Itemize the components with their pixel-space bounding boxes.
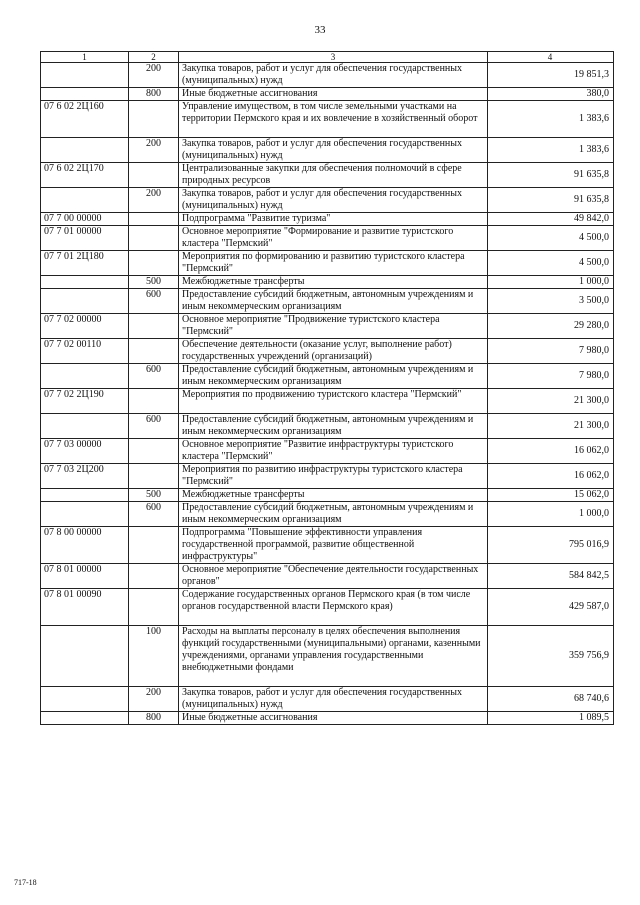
table-row bbox=[41, 188, 614, 213]
table-row bbox=[41, 464, 614, 489]
expense-type-cell bbox=[129, 389, 179, 414]
table-row bbox=[41, 339, 614, 364]
expense-type-cell bbox=[129, 464, 179, 489]
item-name-cell: Расходы на выплаты персоналу в целях обеспечения выполнения функций государственными (муниципальными) органами, казенными учреждениями, органами управления государственными внебюджетными фондами bbox=[179, 626, 488, 687]
amount-cell: 29 280,0 bbox=[488, 314, 614, 339]
item-name-cell: Предоставление субсидий бюджетным, автономным учреждениям и иным некоммерческим организациям bbox=[179, 289, 488, 314]
item-name-cell: Закупка товаров, работ и услуг для обеспечения государственных (муниципальных) нужд bbox=[179, 687, 488, 712]
expense-type-cell: 200 bbox=[129, 138, 179, 163]
expense-type-cell bbox=[129, 339, 179, 364]
item-name-cell: Закупка товаров, работ и услуг для обеспечения государственных (муниципальных) нужд bbox=[179, 63, 488, 88]
code-cell: 07 8 00 00000 bbox=[41, 527, 129, 564]
column-header-4: 4 bbox=[488, 52, 614, 63]
code-cell bbox=[41, 489, 129, 502]
amount-cell: 16 062,0 bbox=[488, 464, 614, 489]
table-row bbox=[41, 276, 614, 289]
table-row bbox=[41, 489, 614, 502]
expense-type-cell: 600 bbox=[129, 364, 179, 389]
amount-cell: 7 980,0 bbox=[488, 339, 614, 364]
expense-type-cell: 500 bbox=[129, 276, 179, 289]
item-name-cell: Основное мероприятие "Развитие инфраструктуры туристского кластера "Пермский" bbox=[179, 439, 488, 464]
item-name-cell: Подпрограмма "Развитие туризма" bbox=[179, 213, 488, 226]
amount-cell: 91 635,8 bbox=[488, 188, 614, 213]
item-name-cell: Подпрограмма "Повышение эффективности управления государственной программой, развитие общественной инфраструктуры" bbox=[179, 527, 488, 564]
code-cell bbox=[41, 712, 129, 725]
amount-cell: 380,0 bbox=[488, 88, 614, 101]
amount-cell: 91 635,8 bbox=[488, 163, 614, 188]
item-name-cell: Управление имуществом, в том числе земельными участками на территории Пермского края и их вовлечение в хозяйственный оборот bbox=[179, 101, 488, 138]
column-header-2: 2 bbox=[129, 52, 179, 63]
document-code: 717-18 bbox=[14, 878, 37, 887]
table-row bbox=[41, 213, 614, 226]
table-row bbox=[41, 101, 614, 138]
item-name-cell: Централизованные закупки для обеспечения полномочий в сфере природных ресурсов bbox=[179, 163, 488, 188]
table-row bbox=[41, 63, 614, 88]
code-cell bbox=[41, 289, 129, 314]
amount-cell: 4 500,0 bbox=[488, 251, 614, 276]
code-cell: 07 6 02 2Ц170 bbox=[41, 163, 129, 188]
expense-type-cell: 600 bbox=[129, 502, 179, 527]
item-name-cell: Мероприятия по формированию и развитию туристского кластера "Пермский" bbox=[179, 251, 488, 276]
code-cell: 07 6 02 2Ц160 bbox=[41, 101, 129, 138]
item-name-cell: Основное мероприятие "Формирование и развитие туристского кластера "Пермский" bbox=[179, 226, 488, 251]
expense-type-cell bbox=[129, 527, 179, 564]
expense-type-cell bbox=[129, 251, 179, 276]
item-name-cell: Межбюджетные трансферты bbox=[179, 276, 488, 289]
expense-type-cell: 200 bbox=[129, 63, 179, 88]
amount-cell: 49 842,0 bbox=[488, 213, 614, 226]
code-cell: 07 7 02 00110 bbox=[41, 339, 129, 364]
expense-type-cell: 500 bbox=[129, 489, 179, 502]
code-cell: 07 7 01 2Ц180 bbox=[41, 251, 129, 276]
amount-cell: 1 383,6 bbox=[488, 138, 614, 163]
code-cell bbox=[41, 88, 129, 101]
amount-cell: 7 980,0 bbox=[488, 364, 614, 389]
amount-cell: 15 062,0 bbox=[488, 489, 614, 502]
code-cell: 07 7 03 2Ц200 bbox=[41, 464, 129, 489]
code-cell bbox=[41, 188, 129, 213]
code-cell bbox=[41, 276, 129, 289]
amount-cell: 795 016,9 bbox=[488, 527, 614, 564]
expense-type-cell: 800 bbox=[129, 88, 179, 101]
table-row bbox=[41, 502, 614, 527]
expense-type-cell: 100 bbox=[129, 626, 179, 687]
amount-cell: 19 851,3 bbox=[488, 63, 614, 88]
code-cell bbox=[41, 138, 129, 163]
expense-type-cell bbox=[129, 564, 179, 589]
table-row bbox=[41, 687, 614, 712]
item-name-cell: Основное мероприятие "Обеспечение деятельности государственных органов" bbox=[179, 564, 488, 589]
item-name-cell: Предоставление субсидий бюджетным, автономным учреждениям и иным некоммерческим организациям bbox=[179, 502, 488, 527]
code-cell bbox=[41, 414, 129, 439]
column-header-3: 3 bbox=[179, 52, 488, 63]
item-name-cell: Закупка товаров, работ и услуг для обеспечения государственных (муниципальных) нужд bbox=[179, 138, 488, 163]
amount-cell: 1 383,6 bbox=[488, 101, 614, 138]
table-row bbox=[41, 364, 614, 389]
amount-cell: 429 587,0 bbox=[488, 589, 614, 626]
code-cell: 07 8 01 00000 bbox=[41, 564, 129, 589]
table-row bbox=[41, 564, 614, 589]
code-cell: 07 7 02 2Ц190 bbox=[41, 389, 129, 414]
table-row bbox=[41, 251, 614, 276]
amount-cell: 1 000,0 bbox=[488, 276, 614, 289]
column-header-1: 1 bbox=[41, 52, 129, 63]
item-name-cell: Предоставление субсидий бюджетным, автономным учреждениям и иным некоммерческим организациям bbox=[179, 364, 488, 389]
code-cell: 07 7 03 00000 bbox=[41, 439, 129, 464]
table-row bbox=[41, 138, 614, 163]
budget-table bbox=[40, 51, 614, 725]
item-name-cell: Мероприятия по развитию инфраструктуры туристского кластера "Пермский" bbox=[179, 464, 488, 489]
page-number: 33 bbox=[314, 24, 326, 36]
item-name-cell: Предоставление субсидий бюджетным, автономным учреждениям и иным некоммерческим организациям bbox=[179, 414, 488, 439]
amount-cell: 16 062,0 bbox=[488, 439, 614, 464]
amount-cell: 68 740,6 bbox=[488, 687, 614, 712]
expense-type-cell: 200 bbox=[129, 188, 179, 213]
table-row bbox=[41, 527, 614, 564]
expense-type-cell: 800 bbox=[129, 712, 179, 725]
item-name-cell: Мероприятия по продвижению туристского кластера "Пермский" bbox=[179, 389, 488, 414]
table-row bbox=[41, 626, 614, 687]
amount-cell: 584 842,5 bbox=[488, 564, 614, 589]
amount-cell: 1 000,0 bbox=[488, 502, 614, 527]
table-row bbox=[41, 712, 614, 725]
amount-cell: 4 500,0 bbox=[488, 226, 614, 251]
table-row bbox=[41, 389, 614, 414]
code-cell bbox=[41, 687, 129, 712]
item-name-cell: Иные бюджетные ассигнования bbox=[179, 712, 488, 725]
expense-type-cell bbox=[129, 101, 179, 138]
table-row bbox=[41, 289, 614, 314]
expense-type-cell bbox=[129, 439, 179, 464]
table-row bbox=[41, 163, 614, 188]
expense-type-cell bbox=[129, 314, 179, 339]
item-name-cell: Межбюджетные трансферты bbox=[179, 489, 488, 502]
expense-type-cell bbox=[129, 163, 179, 188]
table-row bbox=[41, 88, 614, 101]
expense-type-cell bbox=[129, 589, 179, 626]
code-cell: 07 7 00 00000 bbox=[41, 213, 129, 226]
expense-type-cell: 200 bbox=[129, 687, 179, 712]
table-header-row bbox=[41, 52, 614, 63]
item-name-cell: Закупка товаров, работ и услуг для обеспечения государственных (муниципальных) нужд bbox=[179, 188, 488, 213]
code-cell bbox=[41, 502, 129, 527]
amount-cell: 21 300,0 bbox=[488, 414, 614, 439]
table-row bbox=[41, 439, 614, 464]
expense-type-cell bbox=[129, 226, 179, 251]
expense-type-cell bbox=[129, 213, 179, 226]
code-cell: 07 7 01 00000 bbox=[41, 226, 129, 251]
amount-cell: 21 300,0 bbox=[488, 389, 614, 414]
code-cell bbox=[41, 626, 129, 687]
item-name-cell: Обеспечение деятельности (оказание услуг, выполнение работ) государственных учреждений (организаций) bbox=[179, 339, 488, 364]
code-cell bbox=[41, 63, 129, 88]
amount-cell: 359 756,9 bbox=[488, 626, 614, 687]
table-row bbox=[41, 314, 614, 339]
code-cell: 07 8 01 00090 bbox=[41, 589, 129, 626]
table-row bbox=[41, 226, 614, 251]
amount-cell: 1 089,5 bbox=[488, 712, 614, 725]
expense-type-cell: 600 bbox=[129, 414, 179, 439]
table-row bbox=[41, 414, 614, 439]
amount-cell: 3 500,0 bbox=[488, 289, 614, 314]
item-name-cell: Основное мероприятие "Продвижение туристского кластера "Пермский" bbox=[179, 314, 488, 339]
item-name-cell: Иные бюджетные ассигнования bbox=[179, 88, 488, 101]
expense-type-cell: 600 bbox=[129, 289, 179, 314]
code-cell bbox=[41, 364, 129, 389]
table-row bbox=[41, 589, 614, 626]
item-name-cell: Содержание государственных органов Пермского края (в том числе органов государственной власти Пермского края) bbox=[179, 589, 488, 626]
code-cell: 07 7 02 00000 bbox=[41, 314, 129, 339]
